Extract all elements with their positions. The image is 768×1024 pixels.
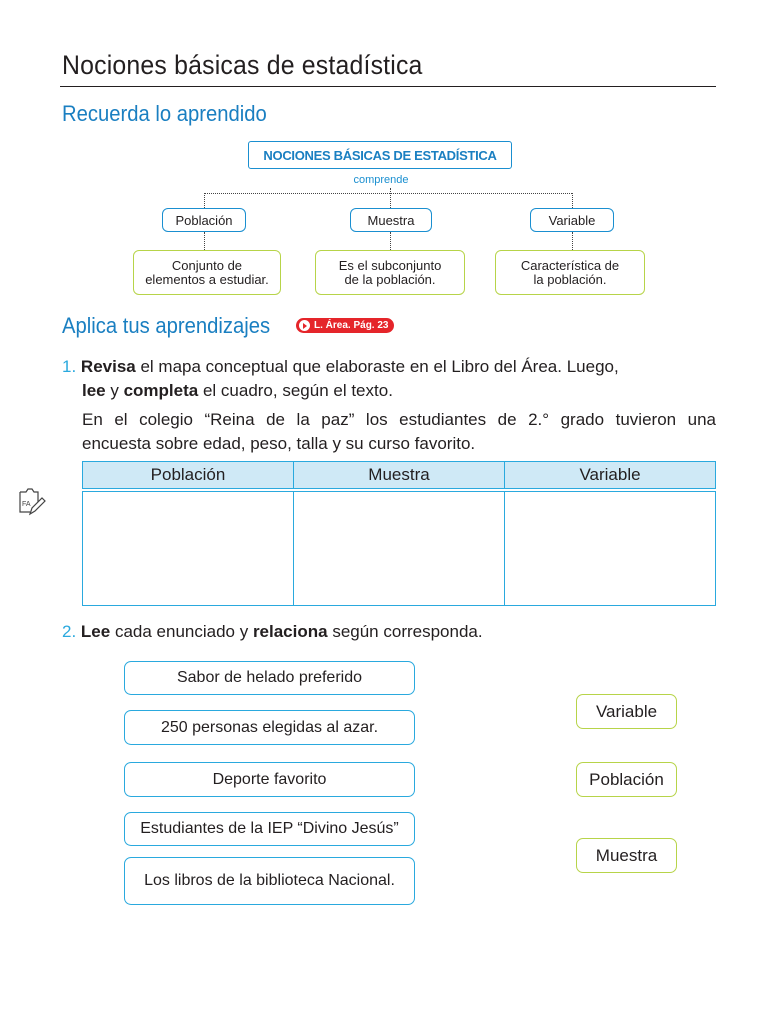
instruction-verb: Revisa [80,357,136,376]
statement-card[interactable]: 250 personas elegidas al azar. [124,710,415,745]
concept-definition-variable [495,250,645,295]
definition-line: de la población. [344,271,436,287]
play-icon [299,320,310,331]
concept-node-poblacion: Población [162,208,246,232]
question-1-instruction [62,355,716,379]
definition-line: la población. [533,271,607,287]
answer-cell-poblacion[interactable] [83,492,294,605]
question-number: 2. [62,622,77,641]
concept-map-line [204,232,205,250]
instruction-verb: Lee [80,622,111,641]
question-1-instruction-line2 [82,379,716,403]
instruction-verb: completa [123,381,199,400]
instruction-text: según corresponda. [327,622,483,641]
concept-map-line [572,232,573,250]
answer-table-body [82,491,716,606]
instruction-text: y [105,381,124,400]
worksheet-pencil-icon [16,486,46,518]
concept-definition-muestra [315,250,465,295]
icon-label: FA [22,501,31,508]
concept-map-line [390,188,391,208]
statement-card[interactable]: Deporte favorito [124,762,415,797]
concept-map-line [390,232,391,250]
concept-map-line [204,193,572,194]
table-header-variable: Variable [579,465,641,484]
concept-map-connector-label: comprende [353,174,409,186]
concept-node-variable: Variable [530,208,614,232]
question-2-instruction [62,620,716,644]
answer-cell-variable[interactable] [505,492,715,605]
concept-map-main-node: NOCIONES BÁSICAS DE ESTADÍSTICA [248,141,512,169]
definition-line: elementos a estudiar. [145,271,269,287]
option-card-poblacion[interactable]: Población [576,762,677,797]
answer-table-header [82,461,716,489]
statement-card[interactable]: Sabor de helado preferido [124,661,415,695]
question-number: 1. [62,357,77,376]
answer-cell-muestra[interactable] [294,492,505,605]
table-header-poblacion: Población [83,462,294,488]
option-card-variable[interactable]: Variable [576,694,677,729]
instruction-verb: lee [82,381,106,400]
instruction-verb: relaciona [252,622,328,641]
book-reference-badge[interactable] [296,318,394,333]
definition-line: Conjunto de [171,257,243,273]
definition-line: Característica de [520,257,620,273]
concept-map-line [204,193,205,208]
question-1-context-line1: En el colegio “Reina de la paz” los estudiantes de 2.° grado tuvieron una [82,410,716,429]
section-heading-aplica: Aplica tus aprendizajes [62,313,271,338]
instruction-text: cada enunciado y [110,622,253,641]
statement-card[interactable]: Los libros de la biblioteca Nacional. [124,857,415,905]
book-reference-label: L. Área. Pág. 23 [314,320,389,331]
option-card-muestra[interactable]: Muestra [576,838,677,873]
concept-node-muestra: Muestra [350,208,432,232]
statement-card[interactable]: Estudiantes de la IEP “Divino Jesús” [124,812,415,846]
definition-line: Es el subconjunto [338,257,442,273]
concept-definition-poblacion [133,250,281,295]
page-title: Nociones básicas de estadística [62,50,423,80]
concept-map-line [572,193,573,208]
table-header-muestra: Muestra [294,462,505,488]
instruction-text: el cuadro, según el texto. [198,381,393,400]
section-heading-recuerda: Recuerda lo aprendido [62,101,267,126]
title-divider [60,86,716,87]
instruction-text: el mapa conceptual que elaboraste en el Libro del Área. Luego, [135,357,619,376]
question-1-context-line2: encuesta sobre edad, peso, talla y su curso favorito. [82,434,476,453]
